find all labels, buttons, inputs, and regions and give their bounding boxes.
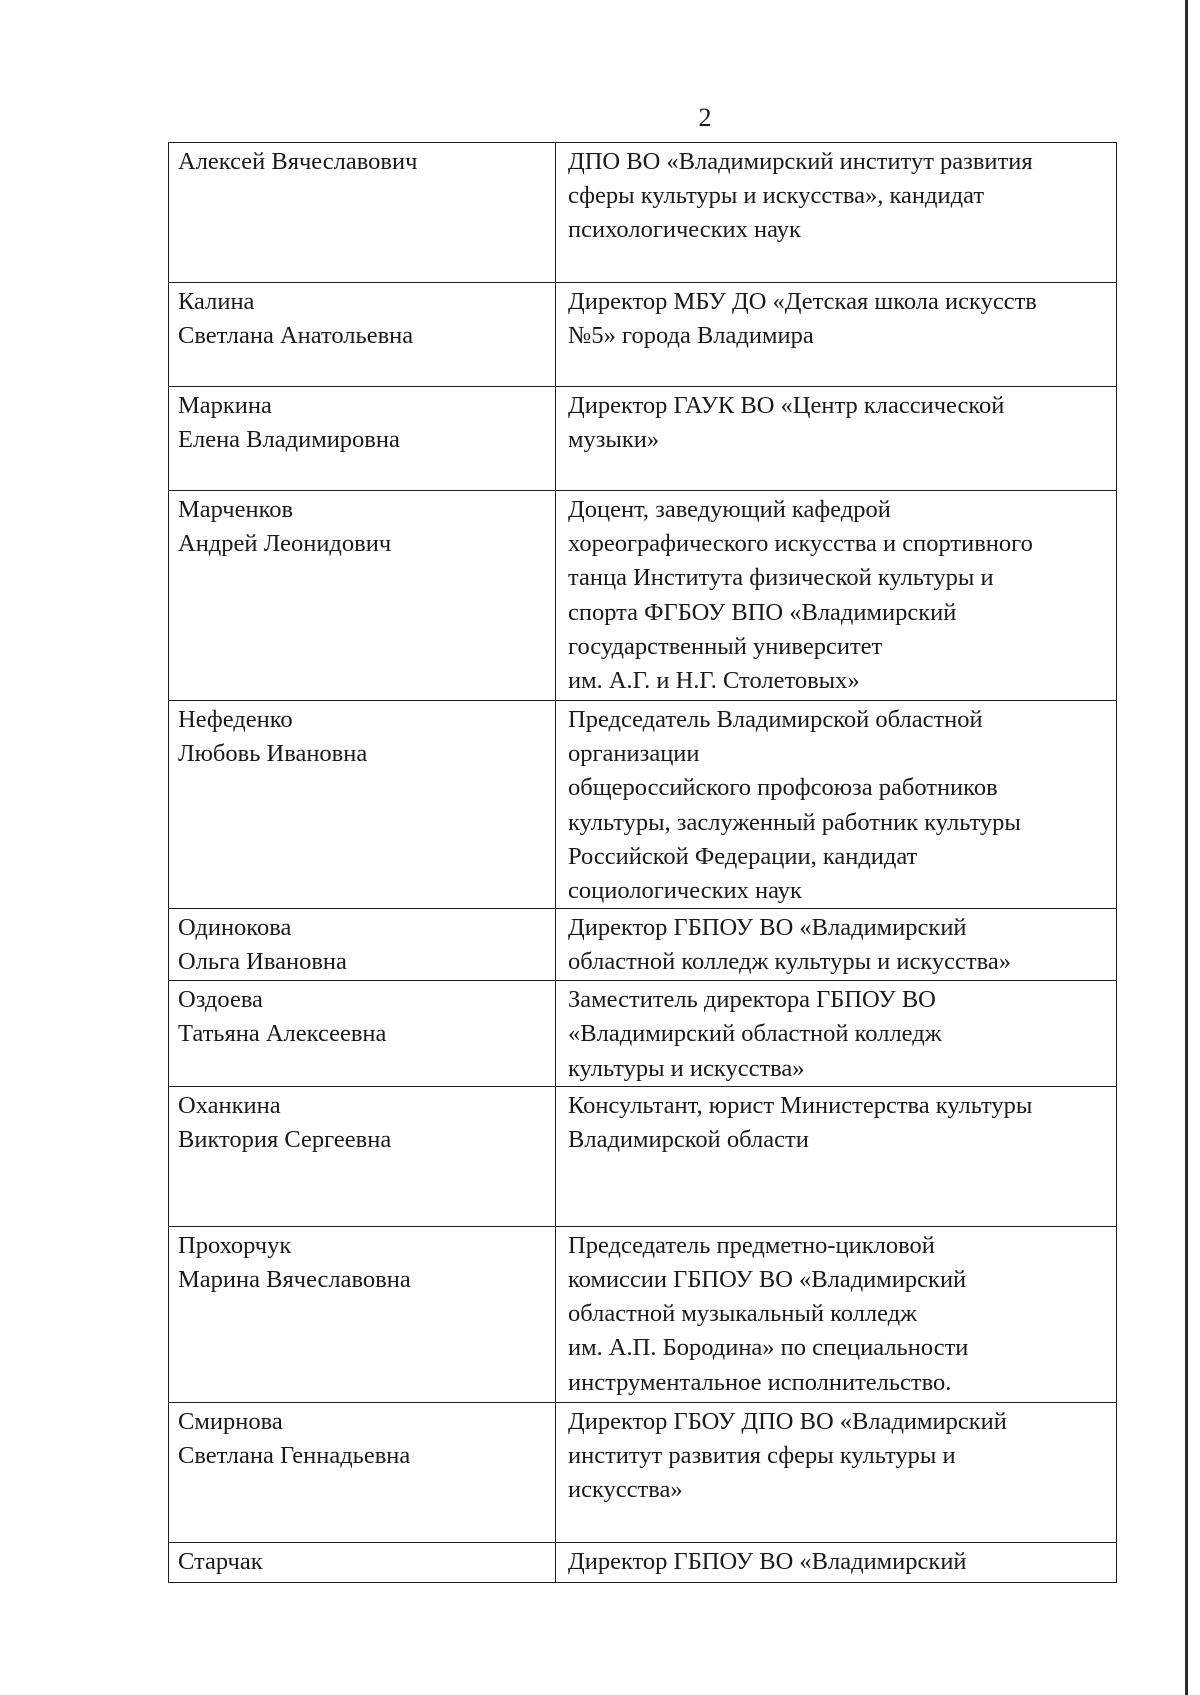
name-line: Светлана Анатольевна xyxy=(178,322,414,350)
member-name xyxy=(169,909,556,981)
name-line: Виктория Сергеевна xyxy=(178,1126,392,1154)
table-row xyxy=(169,1086,1117,1226)
name-line: Калина xyxy=(178,288,255,315)
member-role xyxy=(556,1086,1117,1226)
name-line: Прохорчук xyxy=(178,1231,292,1259)
role-line: Директор ГАУК ВО «Центр классической xyxy=(568,392,1005,419)
member-role xyxy=(556,1402,1117,1542)
role-line: «Владимирский областной колледж xyxy=(568,1020,942,1048)
table-row xyxy=(169,1226,1117,1402)
table-row xyxy=(169,981,1117,1087)
member-role xyxy=(556,1542,1117,1582)
name-line: Нефеденко xyxy=(178,706,293,733)
member-name xyxy=(169,491,556,701)
scan-edge-line xyxy=(1185,0,1188,1695)
role-line: Директор ГБПОУ ВО «Владимирский xyxy=(568,914,967,942)
member-name xyxy=(169,1086,556,1226)
name-line: Марина Вячеславовна xyxy=(178,1266,411,1294)
name-line: Андрей Леонидович xyxy=(178,530,392,558)
member-name xyxy=(169,1226,556,1402)
member-name xyxy=(169,701,556,909)
role-line: институт развития сферы культуры и xyxy=(568,1442,956,1470)
role-line: психологических наук xyxy=(568,216,801,244)
name-line: Одинокова xyxy=(178,914,292,942)
member-role xyxy=(556,909,1117,981)
name-line: Ольга Ивановна xyxy=(178,948,347,976)
table-row xyxy=(169,701,1117,909)
role-line: Консультант, юрист Министерства культуры xyxy=(568,1091,1033,1119)
member-role xyxy=(556,143,1117,283)
role-line: Председатель Владимирской областной xyxy=(568,706,983,733)
role-line: общероссийского профсоюза работников xyxy=(568,774,998,802)
name-line: Елена Владимировна xyxy=(178,426,400,454)
role-line: Директор ГБПОУ ВО «Владимирский xyxy=(568,1547,967,1575)
table-row xyxy=(169,387,1117,491)
member-role xyxy=(556,387,1117,491)
name-line: Оханкина xyxy=(178,1091,281,1119)
role-line: областной музыкальный колледж xyxy=(568,1300,918,1328)
role-line: музыки» xyxy=(568,426,660,454)
name-line: Маркина xyxy=(178,392,272,419)
role-line: Доцент, заведующий кафедрой xyxy=(568,496,891,523)
role-line: Владимирской области xyxy=(568,1126,809,1154)
role-line: хореографического искусства и спортивного xyxy=(568,530,1033,558)
role-line: танца Института физической культуры и xyxy=(568,564,994,592)
table-row xyxy=(169,1542,1117,1582)
member-role xyxy=(556,981,1117,1087)
table-row xyxy=(169,283,1117,387)
member-name xyxy=(169,143,556,283)
role-line: Директор МБУ ДО «Детская школа искусств xyxy=(568,288,1037,315)
role-line: комиссии ГБПОУ ВО «Владимирский xyxy=(568,1266,967,1294)
name-line: Светлана Геннадьевна xyxy=(178,1442,411,1470)
role-line: государственный университет xyxy=(568,632,883,660)
page-number: 2 xyxy=(698,103,712,132)
name-line: Алексей Вячеславович xyxy=(178,148,418,175)
role-line: культуры и искусства» xyxy=(568,1054,805,1082)
member-role xyxy=(556,283,1117,387)
member-name xyxy=(169,387,556,491)
name-line: Любовь Ивановна xyxy=(178,740,368,768)
name-line: Татьяна Алексеевна xyxy=(178,1020,387,1048)
role-line: Директор ГБОУ ДПО ВО «Владимирский xyxy=(568,1407,1007,1435)
role-line: №5» города Владимира xyxy=(568,322,814,350)
role-line: Заместитель директора ГБПОУ ВО xyxy=(568,986,936,1014)
name-line: Оздоева xyxy=(178,986,263,1014)
role-line: организации xyxy=(568,740,700,768)
member-name xyxy=(169,1542,556,1582)
role-line: им. А.П. Бородина» по специальности xyxy=(568,1334,969,1362)
name-line: Смирнова xyxy=(178,1407,283,1435)
member-role xyxy=(556,491,1117,701)
member-role xyxy=(556,701,1117,909)
role-line: культуры, заслуженный работник культуры xyxy=(568,808,1021,836)
table-row xyxy=(169,143,1117,283)
role-line: социологических наук xyxy=(568,877,802,905)
member-name xyxy=(169,1402,556,1542)
member-role xyxy=(556,1226,1117,1402)
name-line: Старчак xyxy=(178,1547,263,1575)
members-table xyxy=(168,142,1117,1583)
role-line: сферы культуры и искусства», кандидат xyxy=(568,182,985,210)
name-line: Марченков xyxy=(178,496,294,523)
role-line: Председатель предметно-цикловой xyxy=(568,1231,935,1259)
role-line: инструментальное исполнительство. xyxy=(568,1368,952,1396)
role-line: областной колледж культуры и искусства» xyxy=(568,948,1012,976)
role-line: ДПО ВО «Владимирский институт развития xyxy=(568,148,1033,175)
table-row xyxy=(169,491,1117,701)
role-line: спорта ФГБОУ ВПО «Владимирский xyxy=(568,598,957,626)
role-line: искусства» xyxy=(568,1476,683,1504)
role-line: им. А.Г. и Н.Г. Столетовых» xyxy=(568,667,860,695)
member-name xyxy=(169,981,556,1087)
member-name xyxy=(169,283,556,387)
table-row xyxy=(169,1402,1117,1542)
role-line: Российской Федерации, кандидат xyxy=(568,842,918,870)
table-row xyxy=(169,909,1117,981)
